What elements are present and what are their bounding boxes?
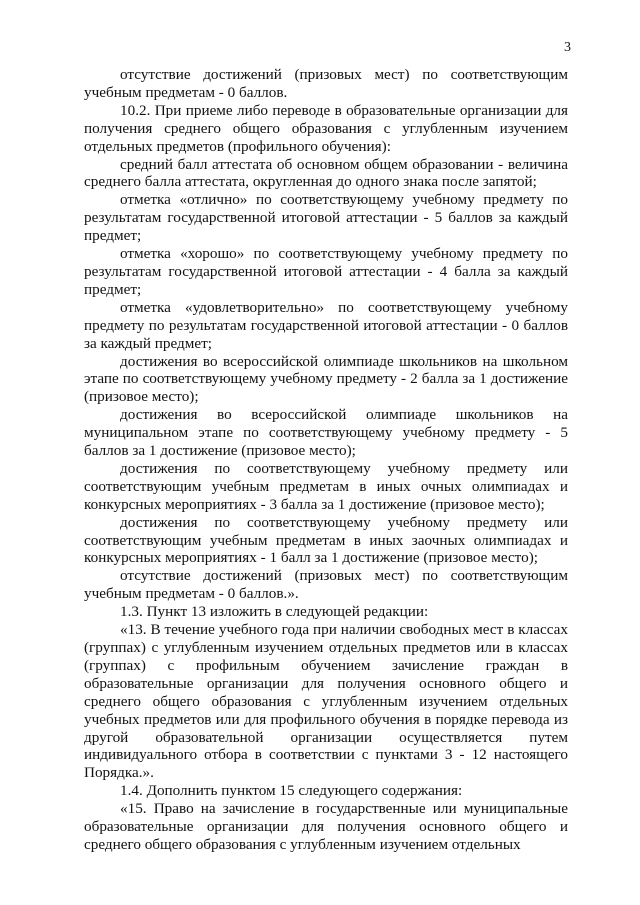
page-number: 3: [564, 40, 571, 55]
paragraph: средний балл аттестата об основном общем образовании - величина среднего балла аттестата, округленная до одного знака после запятой;: [84, 155, 568, 191]
paragraph: достижения по соответствующему учебному предмету или соответствующим учебным предметам в иных очных олимпиадах и конкурсных мероприятиях - 3 балла за 1 достижение (призовое место);: [84, 459, 568, 513]
paragraph: достижения во всероссийской олимпиаде школьников на школьном этапе по соответствующему учебному предмету - 2 балла за 1 достижение (призовое место);: [84, 352, 568, 406]
paragraph: отсутствие достижений (призовых мест) по соответствующим учебным предметам - 0 баллов.».: [84, 567, 568, 603]
paragraph: достижения по соответствующему учебному предмету или соответствующим учебным предметам в иных заочных олимпиадах и конкурсных мероприятиях - 1 балл за 1 достижение (призовое место);: [84, 513, 568, 567]
paragraph: достижения во всероссийской олимпиаде школьников на муниципальном этапе по соответствующему учебному предмету - 5 баллов за 1 достижение (призовое место);: [84, 406, 568, 460]
paragraph: «13. В течение учебного года при наличии свободных мест в классах (группах) с углубленным изучением отдельных предметов или в классах (группах) с профильным обучением зачисление граждан в образовательные организации для получения основного общего и среднего общего образования с углубленным изучением отдельных учебных предметов или для профильного обучения в порядке перевода из другой образовательной организации осуществляется путем индивидуального отбора в соответствии с пунктами 3 - 12 настоящего Порядка.».: [84, 621, 568, 782]
document-body: [84, 66, 568, 854]
paragraph: отметка «отлично» по соответствующему учебному предмету по результатам государственной итоговой аттестации - 5 баллов за каждый предмет;: [84, 191, 568, 245]
paragraph: 1.4. Дополнить пунктом 15 следующего содержания:: [120, 782, 463, 800]
paragraph: отметка «удовлетворительно» по соответствующему учебному предмету по результатам государственной итоговой аттестации - 0 баллов за каждый предмет;: [84, 298, 568, 352]
paragraph: отметка «хорошо» по соответствующему учебному предмету по результатам государственной итоговой аттестации - 4 балла за каждый предмет;: [84, 245, 568, 298]
paragraph: «15. Право на зачисление в государственные или муниципальные образовательные организации для получения основного общего и среднего общего образования с углубленным изучением отдельных: [84, 800, 568, 853]
paragraph: 1.3. Пункт 13 изложить в следующей редакции:: [120, 603, 429, 621]
paragraph: 10.2. При приеме либо переводе в образовательные организации для получения среднего общего образования с углубленным изучением отдельных предметов (профильного обучения):: [84, 101, 568, 155]
paragraph: отсутствие достижений (призовых мест) по соответствующим учебным предметам - 0 баллов.: [84, 66, 568, 101]
